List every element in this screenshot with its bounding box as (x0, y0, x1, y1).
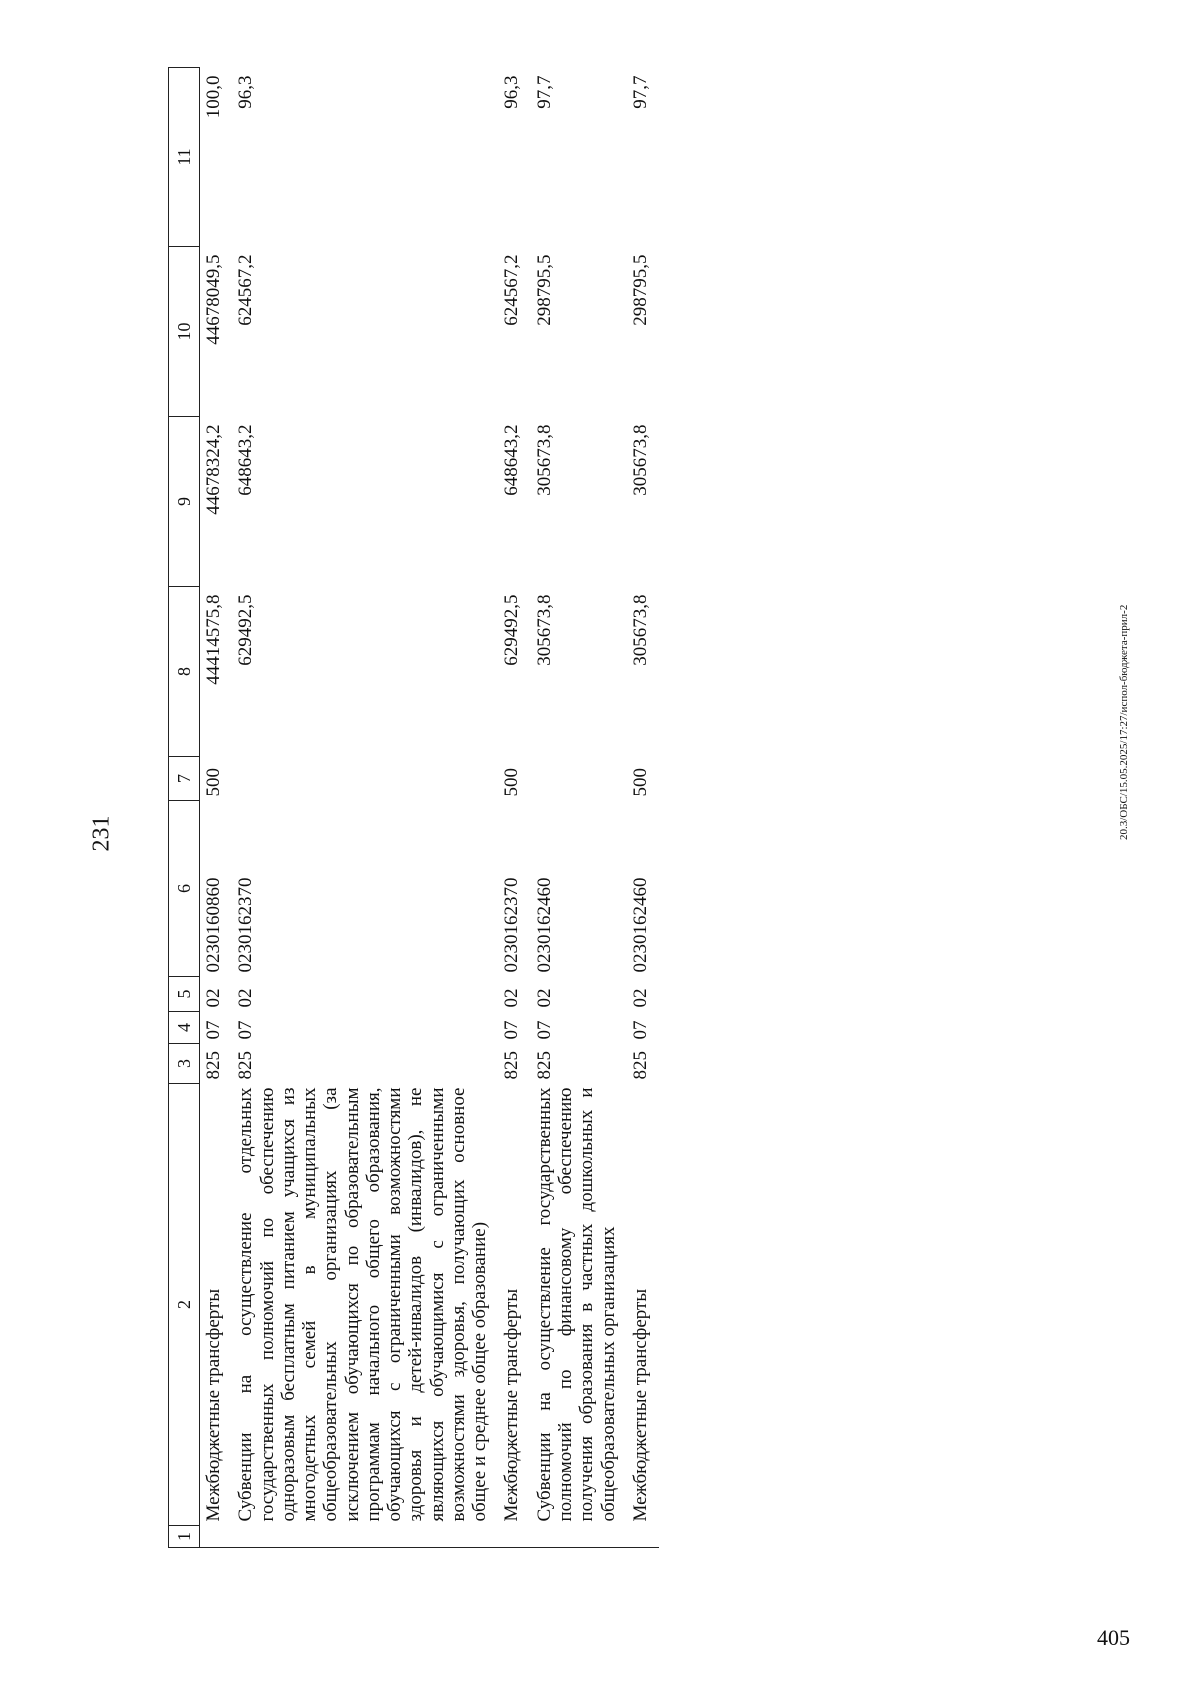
row-name-cell: Межбюджетные трансферты (203, 1288, 224, 1522)
header-cell: 2 (169, 1084, 200, 1526)
refined-cell: 44678324,2 (203, 424, 224, 515)
vr-cell (232, 757, 498, 801)
refined-cell: 648643,2 (501, 424, 523, 496)
plan-cell: 629492,5 (235, 594, 257, 666)
rz-cell: 07 (203, 1020, 224, 1040)
footer-document-code: 20.3/ОБС/15.05.2025/17:27/испол-бюджета-прил-2 (1118, 604, 1130, 840)
executed-cell: 298795,5 (533, 254, 555, 326)
csr-cell: 0230162370 (235, 877, 257, 973)
percent-cell: 96,3 (501, 75, 523, 109)
vr-cell: 500 (203, 768, 224, 797)
csr-cell: 0230160860 (203, 877, 224, 973)
refined-cell: 305673,8 (629, 424, 651, 496)
row-num-cell (627, 1526, 659, 1548)
table-row (531, 68, 627, 1548)
pr-cell: 02 (629, 988, 651, 1008)
header-cell: 9 (169, 417, 200, 587)
executed-cell: 44678049,5 (203, 254, 224, 345)
vr-cell: 500 (629, 768, 651, 797)
executed-cell: 298795,5 (629, 254, 651, 326)
csr-cell: 0230162370 (501, 877, 523, 973)
header-cell: 8 (169, 587, 200, 757)
pr-cell: 02 (235, 988, 257, 1008)
row-name-cell: Субвенции на осуществление государственных полномочий по финансовому обеспечению получения образования в частных дошкольных и общеобразовательных организациях (533, 1087, 619, 1522)
gr-cell: 825 (501, 1051, 523, 1080)
rz-cell: 07 (501, 1020, 523, 1040)
rotated-table-container (168, 68, 1068, 1548)
refined-cell: 305673,8 (533, 424, 555, 496)
vr-cell: 500 (501, 768, 523, 797)
header-cell: 7 (169, 757, 200, 801)
row-name-cell: Межбюджетные трансферты (501, 1288, 523, 1522)
gr-cell: 825 (629, 1051, 651, 1080)
header-cell: 4 (169, 1012, 200, 1044)
rz-cell: 07 (629, 1020, 651, 1040)
header-cell: 11 (169, 68, 200, 247)
csr-cell: 0230162460 (533, 877, 555, 973)
vr-cell (531, 757, 627, 801)
row-num-cell (232, 1526, 498, 1548)
executed-cell: 624567,2 (235, 254, 257, 326)
csr-cell: 0230162460 (629, 877, 651, 973)
row-name-cell: Межбюджетные трансферты (629, 1288, 651, 1522)
page-number-top: 231 (88, 815, 115, 852)
budget-table (168, 67, 659, 1548)
gr-cell: 825 (533, 1051, 555, 1080)
pr-cell: 02 (501, 988, 523, 1008)
percent-cell: 100,0 (203, 75, 224, 119)
rz-cell: 07 (533, 1020, 555, 1040)
row-num-cell (200, 1526, 233, 1548)
gr-cell: 825 (203, 1051, 224, 1080)
refined-cell: 648643,2 (235, 424, 257, 496)
header-cell: 6 (169, 801, 200, 977)
plan-cell: 44414575,8 (203, 594, 224, 685)
table-header-row (169, 68, 200, 1548)
header-cell: 5 (169, 977, 200, 1012)
row-name-cell: Субвенции на осуществление отдельных государственных полномочий по обеспечению одноразовым бесплатным питанием учащихся из многодетных семей в муниципальных общеобразовательных организациях (за исключением обучающихся по образовательным программам начального общего образования, обучающихся с ограниченными возможностями здоровья и детей-инвалидов (инвалидов), не являющихся обучающимися с ограниченными возможностями здоровья, получающих основное общее и среднее общее образование) (235, 1087, 491, 1522)
pr-cell: 02 (533, 988, 555, 1008)
row-num-cell (498, 1526, 530, 1548)
row-num-cell (531, 1526, 627, 1548)
percent-cell: 97,7 (629, 75, 651, 109)
plan-cell: 629492,5 (501, 594, 523, 666)
plan-cell: 305673,8 (533, 594, 555, 666)
header-cell: 10 (169, 247, 200, 417)
table-row (200, 68, 233, 1548)
page-number-bottom: 405 (1097, 1625, 1130, 1650)
table-row (232, 68, 498, 1548)
plan-cell: 305673,8 (629, 594, 651, 666)
table-row (627, 68, 659, 1548)
header-cell: 3 (169, 1044, 200, 1084)
gr-cell: 825 (235, 1051, 257, 1080)
percent-cell: 97,7 (533, 75, 555, 109)
table-row (498, 68, 530, 1548)
rz-cell: 07 (235, 1020, 257, 1040)
pr-cell: 02 (203, 988, 224, 1008)
executed-cell: 624567,2 (501, 254, 523, 326)
header-cell: 1 (169, 1526, 200, 1548)
percent-cell: 96,3 (235, 75, 257, 109)
